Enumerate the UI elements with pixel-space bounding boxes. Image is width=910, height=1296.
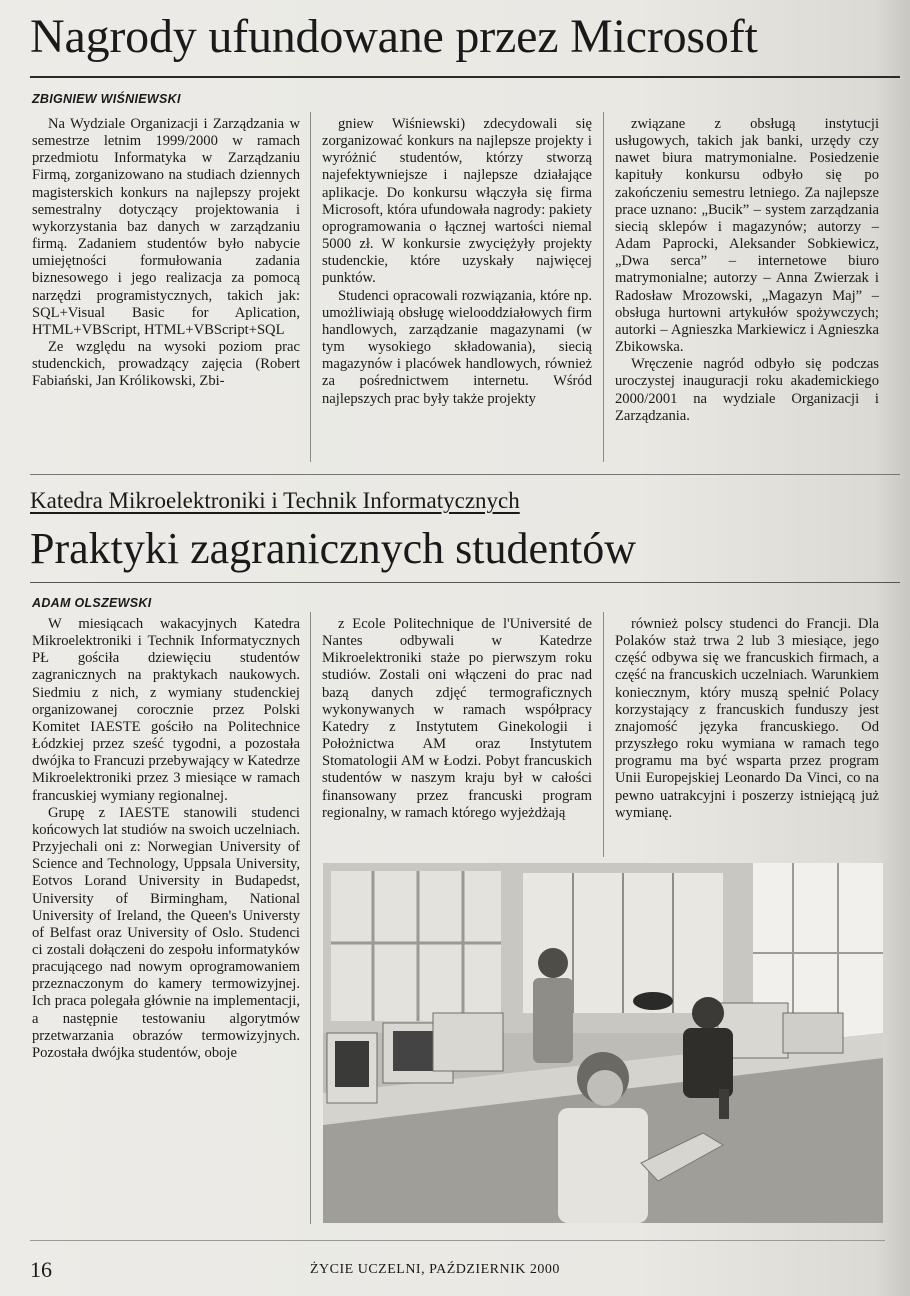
paragraph: związane z obsługą instytucji usługowych, takich jak banki, urzędy czy nawet biura matrymonialne. Posiedzenie kapituły konkursu odbyło się po zakończeniu semestru letniego. Za najlepsze prace uznano: „Bucik” – system zarządzania siecią sklepów i magazynów; autorzy – Adam Paprocki, Aleksander Sobkiewicz, „Dwa serca” – internetowe biuro matrymonialne; autorzy – Anna Zwierzak i Radosław Mrozowski, „Magazyn Maj” – obsługa hurtowni artykułów spożywczych; autorki – Agnieszka Markiewicz i Agnieszka Zbikowska. bbox=[615, 116, 879, 356]
paragraph: Ze względu na wysoki poziom prac studenckich, prowadzący zajęcia (Robert Fabiański, Jan Królikowski, Zbi- bbox=[32, 339, 300, 390]
article1-column-2 bbox=[322, 116, 592, 461]
article2-column-2 bbox=[322, 616, 592, 856]
column-divider bbox=[310, 612, 311, 1224]
column-divider bbox=[603, 112, 604, 462]
paragraph: również polscy studenci do Francji. Dla Polaków staż trwa 2 lub 3 miesiące, jego część odbywa się we francuskich firmach, a część na francuskich uczelniach. Warunkiem koniecznym, który muszą spełnić Polacy korzystający z francuskich funduszy jest znajomość języka francuskiego. Od przyszłego roku wymiana w ramach tego programu ma być wsparta przez program Unii Europejskiej Leonardo Da Vinci, co na pewno uatrakcyjni i poszerzy istniejącą już wymianę. bbox=[615, 616, 879, 821]
paragraph: gniew Wiśniewski) zdecydowali się zorganizować konkurs na najlepsze projekty i wyróżnić studentów, którzy stworzą najefektywniejsze i najlepsze działające aplikacje. Do konkursu włączyła się firma Microsoft, która ufundowała nagrody: pakiety oprogramowania o łącznej wartości niemal 5000 zł. W konkursie zwyciężyły projekty studenckie, które uzyskały najwięcej punktów. bbox=[322, 116, 592, 287]
paragraph: Na Wydziale Organizacji i Zarządzania w semestrze letnim 1999/2000 w ramach przedmiotu Informatyka w Zarządzaniu Firmą, zorganizowano na studiach dziennych magisterskich konkurs na najlepszy projekt semestralny dotyczący projektowania i wykorzystania baz danych w zarządzaniu firmą. Zadaniem studentów było nabycie umiejętności formułowania zadania biznesowego i jego realizacja za pomocą narzędzi programistycznych, takich jak: SQL+Visual Basic for Aplication, HTML+VBScript, HTML+VBScript+SQL bbox=[32, 116, 300, 338]
article1-headline: Nagrody ufundowane przez Microsoft bbox=[30, 10, 758, 63]
article2-author: ADAM OLSZEWSKI bbox=[32, 596, 152, 610]
publication-title: ŻYCIE UCZELNI, PAŹDZIERNIK 2000 bbox=[310, 1262, 560, 1277]
article2-section-label: Katedra Mikroelektroniki i Technik Informatycznych bbox=[30, 488, 520, 513]
article1-column-1 bbox=[32, 116, 300, 461]
headline-rule bbox=[30, 582, 900, 583]
article2-column-3 bbox=[615, 616, 879, 856]
paragraph: W miesiącach wakacyjnych Katedra Mikroelektroniki i Technik Informatycznych PŁ gościła dziewięciu studentów zagranicznych na praktykach naukowych. Siedmiu z nich, z wymiany studenckiej organizowanej corocznie przez Polski Komitet IAESTE gościło na Politechnice Łódzkiej przez sześć tygodni, a pozostała dwójka to Francuzi przebywający w Katedrze Mikroelektroniki przez 3 miesiące w ramach francuskiej wymiany regionalnej. bbox=[32, 616, 300, 804]
section-divider bbox=[30, 474, 900, 475]
headline-rule bbox=[30, 76, 900, 78]
article2-column-1 bbox=[32, 616, 300, 1226]
paragraph: z Ecole Politechnique de l'Université de Nantes odbywali w Katedrze Mikroelektroniki staże po pierwszym roku studiów. Zostali oni włączeni do prac nad bazą danych zdjęć termograficznych wykonywanych w ramach współpracy Katedry z Instytutem Ginekologii i Położnictwa AM oraz Instytutem Stomatologii AM w Łodzi. Pobyt francuskich studentów w naszym kraju był w całości finansowany przez francuski program regionalny, w ramach którego wyjeżdżają bbox=[322, 616, 592, 821]
paragraph: Wręczenie nagród odbyło się podczas uroczystej inauguracji roku akademickiego 2000/2001 na wydziale Organizacji i Zarządzania. bbox=[615, 356, 879, 424]
computer-lab-photo bbox=[323, 863, 883, 1223]
page-number: 16 bbox=[30, 1257, 52, 1282]
paragraph: Grupę z IAESTE stanowili studenci końcowych lat studiów na swoich uczelniach. Przyjechali oni z: Norwegian University of Science and Technology, Uppsala University, Eotvos Lorand University in Budapedst, University of Birmingham, National University of Ireland, the Queen's Universty of Belfast oraz University of Oslo. Studenci ci zostali dołączeni do zespołu informatyków pracującego nad nowym oprogramowaniem przeznaczonym do kamery termowizyjnej. Ich praca polegała głównie na implementacji, a następnie testowaniu algorytmów przetwarzania obrazów termowizyjnych. Pozostała dwójka studentów, oboje bbox=[32, 804, 300, 1061]
article1-author: ZBIGNIEW WIŚNIEWSKI bbox=[32, 92, 181, 106]
footer-rule bbox=[30, 1240, 885, 1241]
article2-headline: Praktyki zagranicznych studentów bbox=[30, 524, 637, 573]
article1-column-3 bbox=[615, 116, 879, 461]
column-divider bbox=[310, 112, 311, 462]
column-divider bbox=[603, 612, 604, 857]
paragraph: Studenci opracowali rozwiązania, które np. umożliwiają obsługę wielooddziałowych firm handlowych, zarządzanie magazynami (w tym wysokiego składowania), siecią magazynów i placówek handlowych, również za pośrednictwem internetu. Wśród najlepszych prac były także projekty bbox=[322, 287, 592, 407]
